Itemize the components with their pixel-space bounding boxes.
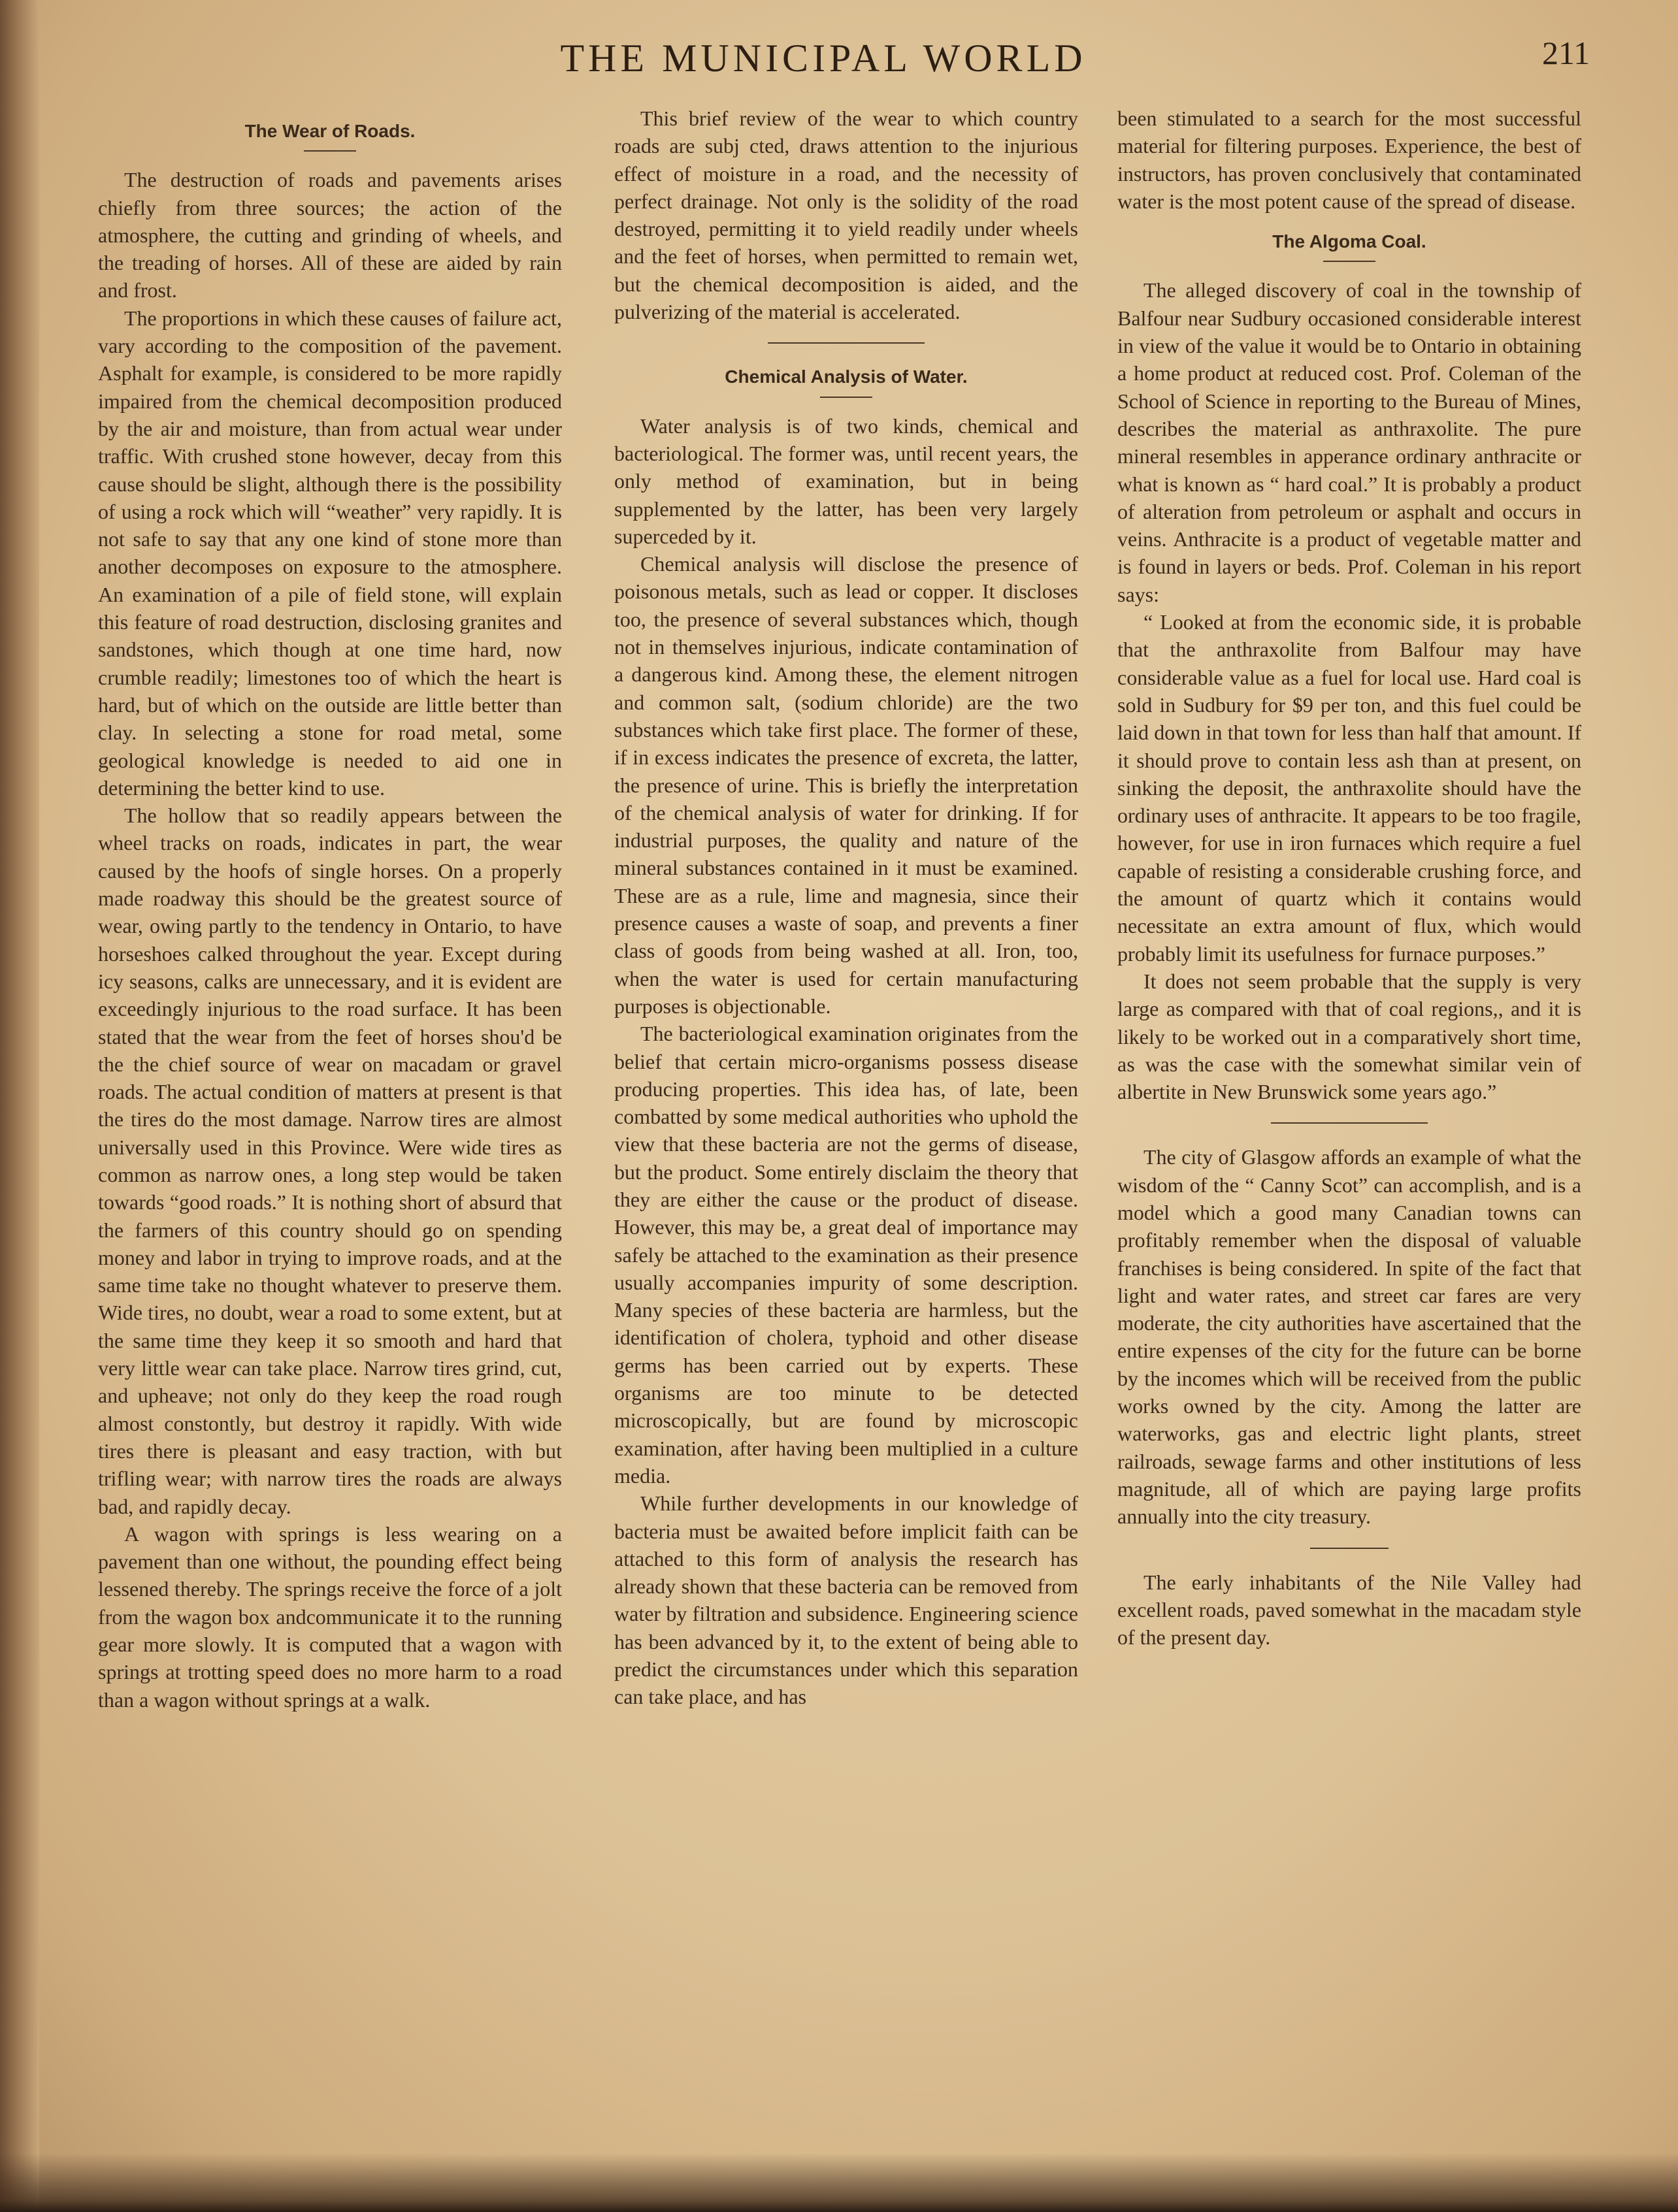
column-2 — [614, 105, 1078, 1711]
masthead-title: THE MUNICIPAL WORLD — [560, 37, 1087, 80]
article-paragraph: This brief review of the wear to which country roads are subj cted, draws attention to the injurious effect of moisture in a road, and the necessity of perfect drainage. Not only is the solidity of the road destroyed, permitting it to yield readily under wheels and the feet of horses, when permitted to remain wet, but the chemical decomposition is aided, and the pulverizing of the material is accelerated. — [614, 106, 1078, 324]
article-paragraph: Water analysis is of two kinds, chemical and bacteriological. The former was, until recent years, the only method of examination, but in being supplemented by the latter, has been very largely superceded by it. — [614, 414, 1078, 548]
article-paragraph: The destruction of roads and pavements arises chiefly from three sources; the action of the atmosphere, the cutting and grinding of wheels, and the treading of horses. All of these are aided by rain and frost. — [98, 168, 562, 302]
section-divider — [1310, 1548, 1389, 1549]
section-divider — [1271, 1122, 1428, 1124]
article-heading-algoma-coal: The Algoma Coal. — [1272, 231, 1426, 252]
section-divider — [768, 342, 925, 344]
heading-underline — [1323, 261, 1375, 262]
column-1 — [98, 105, 562, 1714]
article-paragraph: been stimulated to a search for the most successful material for filtering purposes. Experience, the best of instructors, has proven conclusively that contaminated water is the most potent cause of the spread of disease. — [1117, 106, 1581, 213]
article-paragraph: While further developments in our knowledge of bacteria must be awaited before implicit faith can be attached to this form of analysis the research has already shown that these bacteria can be removed from water by filtration and subsidence. Engineering science has been advanced by it, to the extent of being able to predict the circumstances under which this separation can take place, and has — [614, 1491, 1078, 1709]
article-heading-wear-of-roads: The Wear of Roads. — [244, 121, 416, 141]
article-heading-chemical-analysis: Chemical Analysis of Water. — [725, 366, 968, 387]
heading-underline — [304, 150, 356, 152]
article-paragraph: Chemical analysis will disclose the presence of poisonous metals, such as lead or copper. It discloses too, the presence of several substances which, though not in themselves injurious, indicate contamination of a dangerous kind. Among these, the element nitrogen and common salt, (sodium chloride) are the two substances which take first place. The former of these, if in excess indicates the presence of excreta, the latter, the presence of urine. This is briefly the interpretation of the chemical analysis of water for drinking. If for industrial purposes, the quality and nature of the mineral substances contained in it must be examined. These are as a rule, lime and magnesia, since their presence causes a waste of soap, and prevents a finer class of goods from being washed at all. Iron, too, when the water is used for certain manufacturing purposes is objectionable. — [614, 552, 1078, 1018]
article-paragraph: “ Looked at from the economic side, it is probable that the anthraxolite from Balfour may have considerable value as a fuel for local use. Hard coal is sold in Sudbury for $9 per ton, and this fuel could be laid down in that town for less than half that amount. If it should prove to contain less ash than at present, on sinking the deposit, the anthraxolite should have the ordinary uses of anthracite. It appears to be too fragile, however, for use in iron furnaces which require a fuel capable of resisting a considerable crushing force, and the amount of quartz which it contains would necessitate an extra amount of flux, which would probably limit its usefulness for furnace purposes.” — [1117, 610, 1581, 966]
article-paragraph: The alleged discovery of coal in the township of Balfour near Sudbury occasioned considerable interest in view of the value it would be to Ontario in obtaining a home product at reduced cost. Prof. Coleman of the School of Science in reporting to the Bureau of Mines, describes the material as anthraxolite. The pure mineral resembles in apperance ordinary anthracite or what is known as “ hard coal.” It is probably a product of alteration from petroleum or asphalt and occurs in veins. Anthracite is a product of vegetable matter and is found in layers or beds. Prof. Coleman in his report says: — [1117, 278, 1581, 606]
article-paragraph: The proportions in which these causes of failure act, vary according to the composition of the pavement. Asphalt for example, is considered to be more rapidly impaired from the chemical decomposition produced by the air and moisture, than from actual wear under traffic. With crushed stone however, decay from this cause should be slight, although there is the possibility of using a rock which will “weather” very rapidly. It is not safe to say that any one kind of stone more than another decomposes on exposure to the atmosphere. An examination of a pile of field stone, will explain this feature of road destruction, disclosing granites and sandstones, which though at one time hard, now crumble readily; limestones too of which the heart is hard, but of which on the outside are little better than clay. In selecting a stone for road metal, some geological knowledge is needed to aid one in determining the better kind to use. — [98, 306, 562, 800]
column-3 — [1117, 105, 1581, 1651]
article-paragraph: The early inhabitants of the Nile Valley had excellent roads, paved somewhat in the macadam style of the present day. — [1117, 1570, 1581, 1650]
article-paragraph: A wagon with springs is less wearing on a pavement than one without, the pounding effect being lessened thereby. The springs receive the force of a jolt from the wagon box andcommunicate it to the running gear more slowly. It is computed that a wagon with springs at trotting speed does no more harm to a road than a wagon without springs at a walk. — [98, 1521, 562, 1712]
article-paragraph: It does not seem probable that the supply is very large as compared with that of coal regions,, and it is likely to be worked out in a comparatively short time, as was the case with the somewhat similar vein of albertite in New Brunswick some years ago.” — [1117, 969, 1581, 1104]
page-number: 211 — [1542, 35, 1590, 71]
article-paragraph: The city of Glasgow affords an example of what the wisdom of the “ Canny Scot” can accomplish, and is a model which a good many Canadian towns can profitably remember when the disposal of valuable franchises is being considered. In spite of the fact that light and water rates, and street car fares are very moderate, the city authorities have ascertained that the entire expenses of the city for the future can be borne by the incomes which will be received from the public works owned by the city. Among the latter are waterworks, gas and electric light plants, street railroads, sewage farms and other institutions of less magnitude, all of which are paying large profits annually into the city treasury. — [1117, 1145, 1581, 1529]
article-paragraph: The bacteriological examination originates from the belief that certain micro-organisms possess disease producing properties. This idea has, of late, been combatted by some medical authorities who uphold the view that these bacteria are not the germs of disease, but the product. Some entirely disclaim the theory that they are either the cause or the product of disease. However, this may be, a great deal of importance may safely be attached to the examination as their presence usually accompanies impurity of some description. Many species of these bacteria are harmless, but the identification of cholera, typhoid and other disease germs has been carried out by experts. These organisms are too minute to be detected microscopically, but are found by microscopic examination, after having been multiplied in a culture media. — [614, 1022, 1078, 1488]
page-bottom-shadow — [0, 2153, 1678, 2212]
heading-underline — [820, 397, 872, 398]
article-paragraph: The hollow that so readily appears between the wheel tracks on roads, indicates in part, the wear caused by the hoofs of single horses. On a properly made roadway this should be the greatest source of wear, owing partly to the tendency in Ontario, to have horseshoes calked throughout the year. Except during icy seasons, calks are unnecessary, and it is evident are exceedingly injurious to the road surface. It has been stated that the wear from the feet of horses shou'd be the the chief source of wear on macadam or gravel roads. The actual condition of matters at present is that the tires do the most damage. Narrow tires are almost universally used in this Province. Were wide tires as common as narrow ones, a long step would be taken towards “good roads.” It is nothing short of absurd that the farmers of this country should go on spending money and labor in trying to improve roads, and at the same time take no thought whatever to preserve them. Wide tires, no doubt, wear a road to some extent, but at the same time they keep it so smooth and hard that very little wear can take place. Narrow tires grind, cut, and upheave; not only do they keep the road rough almost constontly, but destroy it rapidly. With wide tires there is pleasant and easy traction, with but trifling wear; with narrow tires the roads are always bad, and rapidly decay. — [98, 804, 562, 1518]
book-binding-edge — [0, 0, 39, 2212]
